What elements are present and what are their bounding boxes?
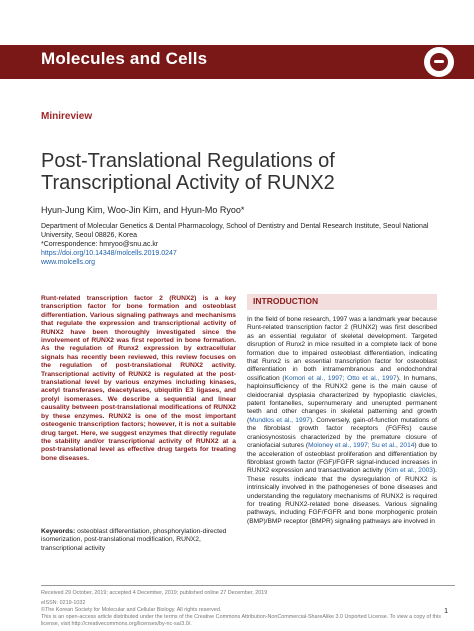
footer-eissn: eISSN: 0219-1032: [41, 600, 86, 606]
footer-copyright: ©The Korean Society for Molecular and Cellular Biology. All rights reserved.: [41, 607, 222, 613]
article-authors: Hyun-Jung Kim, Woo-Jin Kim, and Hyun-Mo Ryoo*: [41, 205, 245, 215]
keywords-text: osteoblast differentiation, phosphorylation-directed isomerization, post-translational modification, RUNX2, transcriptional activity: [41, 528, 227, 552]
website-link[interactable]: www.molcells.org: [41, 259, 96, 266]
doi-link[interactable]: https://doi.org/10.14348/molcells.2019.0247: [41, 250, 177, 257]
abstract: Runt-related transcription factor 2 (RUNX2) is a key transcription factor for bone formation and osteoblast differentiation. Various signaling pathways and mechanisms that regulate the expression and transcriptional activity of RUNX2 have been thoroughly investigated since the involvement of RUNX2 was first reported in bone formation. As the regulation of Runx2 expression by extracellular signals has recently been reviewed, this review focuses on the regulation of post-translational RUNX2 activity. Transcriptional activity of RUNX2 is regulated at the post-translational level by various enzymes including kinases, acetyl transferases, deacetylases, ubiquitin E3 ligases, and prolyl isomerases. We describe a sequential and linear causality between post-translational modifications of RUNX2 by these enzymes. RUNX2 is one of the most important osteogenic transcription factors; however, it is not a suitable drug target. Here, we suggest enzymes that directly regulate the stability and/or transcriptional activity of RUNX2 at a post-translational level as effective drug targets for treating bone diseases.: [41, 295, 236, 462]
footer-license: This is an open-access article distributed under the terms of the Creative Commons Attribution-NonCommercial-ShareAlike 3.0 Unported License. To view a copy of this license, visit http://creativecommons.org/licenses/by-nc-sa/3.0/.: [41, 614, 441, 627]
citation-link[interactable]: Kim et al., 2003: [386, 467, 433, 475]
intro-text: ). These results indicate that the dysregulation of RUNX2 is intrinsically involved in the pathogeneses of bone diseases and understanding the regulatory mechanisms of RUNX2 is required for treating RUNX2-related bone diseases. Various signaling pathways, including FGF/FGFR and bone morphogenic protein (BMP)/BMP receptor (BMPR) signaling pathways are involved in: [247, 467, 437, 525]
journal-banner: [0, 45, 474, 79]
citation-link[interactable]: Mundlos et al., 1997: [249, 416, 310, 424]
article-type: Minireview: [41, 111, 93, 122]
keywords: [41, 528, 236, 553]
introduction-body: [247, 316, 437, 526]
journal-logo-icon: [424, 47, 454, 77]
correspondence: *Correspondence: hmryoo@snu.ac.kr: [41, 241, 159, 248]
footer-divider: [41, 585, 455, 586]
affiliation: Department of Molecular Genetics & Dental Pharmacology, School of Dentistry and Dental Research Institute, Seoul National University, Seoul 08826, Korea: [41, 223, 429, 239]
intro-text: ). Conversely, gain-of-function mutations of the fibroblast growth factor receptors (FGFRs) cause craniosynostosis characterized by the premature closure of craniofacial sutures (: [247, 416, 437, 450]
intro-text: In the field of bone research, 1997 was a landmark year because Runt-related transcription factor 2 (RUNX2) was first described as an essential regulator of skeletal development. Targeted disruption of Runx2 in mice resulted in a complete lack of bone formation due to impaired osteoblast differentiation, indicating that Runx2 is an essential transcription factor for osteoblast differentiation in both intramembranous and endochondral ossification (: [247, 316, 437, 382]
intro-text: ). In humans, haploinsufficiency of the RUNX2 gene is the main cause of cleidocranial dysplasia characterized by hypoplastic clavicles, patent fontanelles, supernumerary and unerupted permanent teeth and other changes in skeletal patterning and growth (: [247, 374, 437, 424]
intro-text: ) due to the acceleration of osteoblast proliferation and differentiation by fibroblast growth factor (FGF)/FGFR signal-induced increases in RUNX2 expression and transactivation activity (: [247, 442, 437, 475]
keywords-label: Keywords:: [41, 528, 76, 535]
citation-link[interactable]: Komori et al., 1997; Otto et al., 1997: [284, 374, 397, 382]
citation-link[interactable]: Moloney et al., 1997; Su et al., 2014: [308, 442, 415, 450]
introduction-heading: INTRODUCTION: [247, 294, 437, 310]
article-title: Post-Translational Regulations of Transcriptional Activity of RUNX2: [41, 150, 335, 194]
affiliation-block: [41, 222, 441, 267]
journal-name: Molecules and Cells: [41, 49, 208, 68]
footer-dates: Received 29 October, 2019; accepted 4 December, 2019; published online 27 December, 2019: [41, 590, 268, 596]
page-number: 1: [444, 608, 448, 615]
